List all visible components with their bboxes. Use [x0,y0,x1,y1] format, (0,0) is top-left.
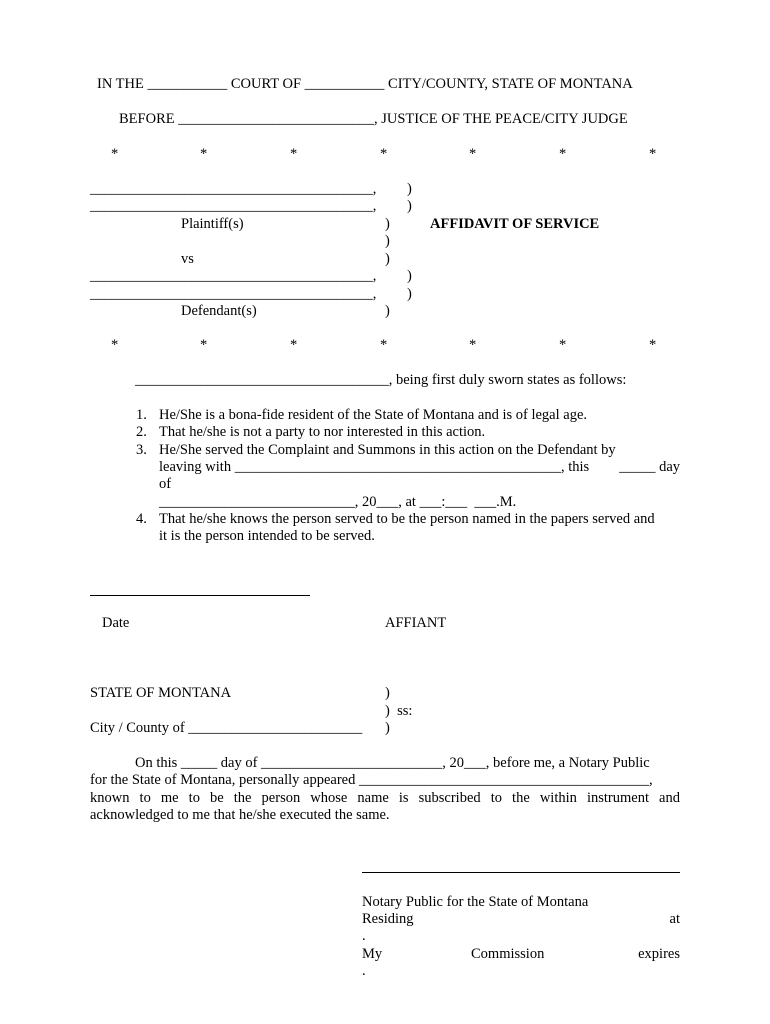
item-number: 2. [136,424,147,440]
notary-title: Notary Public for the State of Montana [362,894,589,910]
venue-paren: ) [385,685,390,701]
notary-line[interactable]: On this _____ day of _________________________, 20___, before me, a Notary Public [135,755,650,771]
divider-star: * [290,146,298,162]
divider-star: * [200,337,208,353]
venue-ss: ) ss: [385,703,413,719]
divider-star: * [559,146,567,162]
divider-star: * [649,146,657,162]
divider-star: * [290,337,298,353]
residing-label: Residing [362,911,414,927]
commission-label: Commission [471,946,545,962]
venue-county-field[interactable]: City / County of ________________________ [90,720,363,736]
divider-star: * [469,146,477,162]
venue-state: STATE OF MONTANA [90,685,232,701]
service-text: He/She served the Complaint and Summons in this action on the Defendant by [159,442,616,458]
notary-line: acknowledged to me that he/she executed the same. [90,807,390,823]
vs-label: vs [181,251,194,267]
divider-star: * [559,337,567,353]
defendant-label: Defendant(s) [181,303,257,319]
item-text [159,442,680,459]
item-number: 3. [136,442,147,458]
affiant-label: AFFIANT [385,615,447,631]
plaintiff-name-line[interactable]: _______________________________________, [90,198,377,214]
plaintiff-name-line[interactable]: _______________________________________, [90,181,377,197]
caption-paren: ) [385,233,390,249]
divider-star: * [380,146,388,162]
date-signature-line[interactable] [90,595,310,596]
expires-label: expires [638,946,680,962]
item-text: it is the person intended to be served. [159,528,375,544]
commission-expiry-field[interactable]: . [362,963,366,979]
commission-my-label: My [362,946,383,962]
caption-paren: ) [407,198,412,214]
service-date-time-field[interactable]: ___________________________, 20___, at ___:___ ___.M. [159,494,517,510]
divider-star: * [111,337,119,353]
plaintiff-label: Plaintiff(s) [181,216,244,232]
item-text: That he/she knows the person served to be the person named in the papers served and [159,511,655,527]
service-day-field[interactable]: _____ day [619,459,680,475]
caption-paren: ) [385,251,390,267]
caption-paren: ) [407,181,412,197]
served-person-field[interactable]: leaving with _____________________________________________, this [159,459,590,475]
item-text: He/She is a bona-fide resident of the State of Montana and is of legal age. [159,407,588,423]
date-label: Date [102,615,130,631]
divider-star: * [469,337,477,353]
divider-star: * [380,337,388,353]
defendant-name-line[interactable]: _______________________________________, [90,268,377,284]
caption-paren: ) [385,216,390,232]
divider-star: * [649,337,657,353]
divider-star: * [200,146,208,162]
notary-line[interactable]: for the State of Montana, personally appeared ________________________________________, [90,772,653,788]
item-number: 1. [136,407,147,423]
caption-paren: ) [407,286,412,302]
divider-star: * [111,146,119,162]
venue-paren: ) [385,720,390,736]
caption-paren: ) [407,268,412,284]
item-text: of [159,476,172,492]
document-title: AFFIDAVIT OF SERVICE [430,216,600,232]
affiant-sworn-line[interactable]: ___________________________________, being first duly sworn states as follows: [135,372,627,388]
item-number: 4. [136,511,147,527]
caption-paren: ) [385,303,390,319]
judge-heading: BEFORE ___________________________, JUSTICE OF THE PEACE/CITY JUDGE [119,111,628,127]
notary-line: known to me to be the person whose name is subscribed to the within instrument and [90,790,680,806]
notary-signature-line[interactable] [362,872,680,873]
court-heading: IN THE ___________ COURT OF ___________ CITY/COUNTY, STATE OF MONTANA [97,76,633,92]
residing-at-label: at [669,911,680,927]
service-fill-line[interactable] [159,459,680,476]
residing-field[interactable]: . [362,928,366,944]
defendant-name-line[interactable]: _______________________________________, [90,286,377,302]
item-text: That he/she is not a party to nor interested in this action. [159,424,486,440]
